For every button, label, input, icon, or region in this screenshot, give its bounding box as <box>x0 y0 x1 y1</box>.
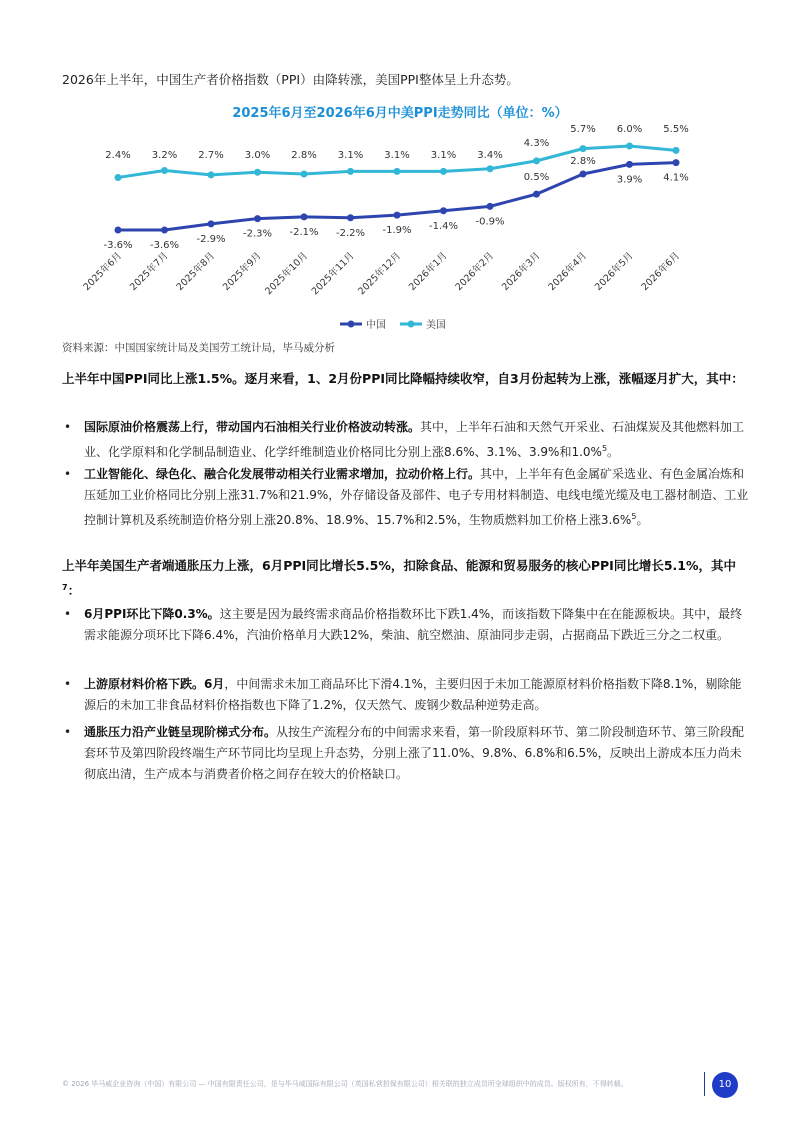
x-tick-label: 2026年2月 <box>453 250 497 293</box>
data-label: 6.0% <box>616 124 643 135</box>
data-label: -3.6% <box>103 240 133 251</box>
bullet-dot: • <box>64 725 72 739</box>
x-tick-label: 2025年12月 <box>356 250 404 298</box>
data-label: 5.5% <box>663 124 689 135</box>
data-label: 3.1% <box>430 150 457 161</box>
data-label: 3.1% <box>337 150 364 161</box>
data-point <box>394 212 401 219</box>
bullet-text: 其中，上半年石油和天然气开采业、石油煤炭及其他燃料加工业、化学原料和化学制品制造业、化学纤维制造业价格同比分别上涨8.6%、3.1%、3.9%和1.0% <box>84 420 745 459</box>
data-label: 3.0% <box>244 150 271 161</box>
bullet-dot: • <box>64 420 72 434</box>
x-tick-label: 2025年8月 <box>174 250 218 293</box>
data-label: 3.9% <box>616 174 643 186</box>
data-point <box>161 167 168 174</box>
section-heading-us <box>62 555 752 602</box>
x-tick-label: 2026年6月 <box>639 250 683 293</box>
data-label: 2.7% <box>198 150 224 161</box>
x-tick-label: 2025年6月 <box>81 250 125 293</box>
data-label: 3.1% <box>384 150 410 161</box>
bullet-text: 这主要是因为最终需求商品价格指数环比下跌1.4%，而该指数下降集中在在能源板块。其中，最终需求能源分项环比下降6.4%，汽油价格单月大跌12%，柴油、航空燃油、原油同步走弱，占据商品下跌近三分之二权重。 <box>84 607 743 642</box>
data-point <box>394 168 401 175</box>
data-label: 3.4% <box>477 150 503 161</box>
legend-swatch-marker <box>348 321 355 328</box>
data-point <box>254 169 261 176</box>
data-label: 0.5% <box>523 172 550 184</box>
ppi-line-chart <box>60 120 740 340</box>
data-point <box>301 171 308 178</box>
data-point <box>440 168 447 175</box>
legend-swatch-marker <box>408 321 415 328</box>
data-point <box>487 165 494 172</box>
footnote-ref: 7 <box>62 583 68 592</box>
bullet-dot: • <box>64 677 72 691</box>
bullet-text: 从按生产流程分布的中间需求来看，第一阶段原料环节、第二阶段制造环节、第三阶段配套环节及第四阶段终端生产环节同比均呈现上升态势，分别上涨了11.0%、9.8%、6.8%和6.5%，反映出上游成本压力尚未彻底出清，生产成本与消费者价格之间存在较大的价格缺口。 <box>84 725 745 781</box>
bullet-bold: 工业智能化、绿色化、融合化发展带动相关行业需求增加，拉动价格上行。 <box>84 467 481 481</box>
footer-divider <box>704 1072 705 1096</box>
data-label: 2.4% <box>105 150 131 161</box>
bullet-dot: • <box>64 607 72 621</box>
list-item <box>62 417 752 463</box>
data-point <box>115 227 122 234</box>
bullet-dot: • <box>64 467 72 481</box>
x-tick-label: 2025年11月 <box>309 250 357 298</box>
bullet-tail: 。 <box>607 445 620 459</box>
heading-tail: ： <box>67 583 81 599</box>
data-label: 5.7% <box>570 124 596 135</box>
data-label: -2.9% <box>196 233 226 245</box>
list-item <box>62 604 752 646</box>
bullet-bold: 国际原油价格震荡上行，带动国内石油相关行业价格波动转涨。 <box>84 420 421 434</box>
page-number: 10 <box>712 1072 738 1098</box>
bullet-bold: 6月PPI环比下降0.3%。 <box>84 607 220 621</box>
data-point <box>161 227 168 234</box>
data-point <box>208 220 215 227</box>
chart-title: 2025年6月至2026年6月中美PPI走势同比（单位：%） <box>232 106 568 121</box>
data-point <box>301 213 308 220</box>
data-point <box>533 157 540 164</box>
data-point <box>347 214 354 221</box>
data-label: 2.8% <box>570 156 596 167</box>
intro-text: 2026年上半年，中国生产者价格指数（PPI）由降转涨，美国PPI整体呈上升态势。 <box>62 72 519 87</box>
x-tick-label: 2026年4月 <box>546 250 590 293</box>
data-label: -3.6% <box>149 240 180 251</box>
data-point <box>487 203 494 210</box>
data-label: 4.1% <box>663 172 689 184</box>
data-point <box>626 143 633 150</box>
data-point <box>347 168 354 175</box>
data-point <box>533 191 540 198</box>
x-tick-label: 2025年9月 <box>221 250 264 293</box>
x-tick-label: 2026年1月 <box>407 250 450 293</box>
data-point <box>580 145 587 152</box>
data-point <box>440 207 447 214</box>
data-label: -1.4% <box>428 220 459 232</box>
footnote-ref: 5 <box>601 444 608 453</box>
bullet-bold: 通胀压力沿产业链呈现阶梯式分布。 <box>84 725 277 739</box>
data-label: -2.3% <box>242 228 273 240</box>
data-label: -0.9% <box>475 216 505 228</box>
footer-copyright: © 2026 毕马威企业咨询（中国）有限公司 — 中国有限责任公司，是与毕马威国际有限公司（英国私营担保有限公司）相关联的独立成员所全球组织中的成员。版权所有，不得转载。 <box>62 1080 628 1088</box>
data-point <box>208 171 215 178</box>
list-item <box>62 464 752 531</box>
list-item <box>62 722 752 785</box>
data-label: 3.2% <box>151 150 178 161</box>
data-point <box>580 171 587 178</box>
legend-label: 中国 <box>366 320 386 331</box>
data-label: -1.9% <box>382 225 412 237</box>
heading-text: 上半年美国生产者端通胀压力上涨，6月PPI同比增长5.5%，扣除食品、能源和贸易服务的核心PPI同比增长5.1%，其中 <box>62 558 736 573</box>
bullet-text: 其中，上半年有色金属矿采选业、有色金属冶炼和压延加工业价格同比分别上涨31.7%和21.9%，外存储设备及部件、电子专用材料制造、电线电缆光缆及电工器材制造、工业控制计算机及系统制造价格分别上涨20.8%、18.9%、15.7%和2.5%，生物质燃料加工价格上涨3.6% <box>84 467 749 527</box>
x-tick-label: 2026年3月 <box>500 250 543 293</box>
data-label: 4.3% <box>523 138 550 149</box>
footnote-ref: 5 <box>631 512 637 521</box>
list-item <box>62 674 752 716</box>
data-label: 2.8% <box>291 150 317 161</box>
data-point <box>626 161 633 168</box>
source-note: 资料来源：中国国家统计局及美国劳工统计局，毕马威分析 <box>62 342 335 354</box>
bullet-text: ，中间需求未加工商品环比下滑4.1%，主要归因于未加工能源原材料价格指数下降8.1%，剔除能源后的未加工非食品材料价格指数也下降了1.2%，仅天然气、废钢少数品种逆势走高。 <box>84 677 742 712</box>
section-heading-china: 上半年中国PPI同比上涨1.5%。逐月来看，1、2月份PPI同比降幅持续收窄，自3月份起转为上涨，涨幅逐月扩大，其中： <box>62 371 744 386</box>
bullet-bold: 上游原材料价格下跌。6月 <box>84 677 225 691</box>
data-point <box>115 174 122 181</box>
legend-label: 美国 <box>426 320 446 331</box>
data-point <box>254 215 261 222</box>
data-label: -2.2% <box>335 227 366 239</box>
data-label: -2.1% <box>289 226 319 238</box>
data-point <box>673 147 680 154</box>
data-point <box>673 159 680 166</box>
bullet-tail: 。 <box>636 513 649 527</box>
x-tick-label: 2025年10月 <box>263 250 311 298</box>
x-tick-label: 2025年7月 <box>128 250 171 293</box>
x-tick-label: 2026年5月 <box>593 250 636 293</box>
